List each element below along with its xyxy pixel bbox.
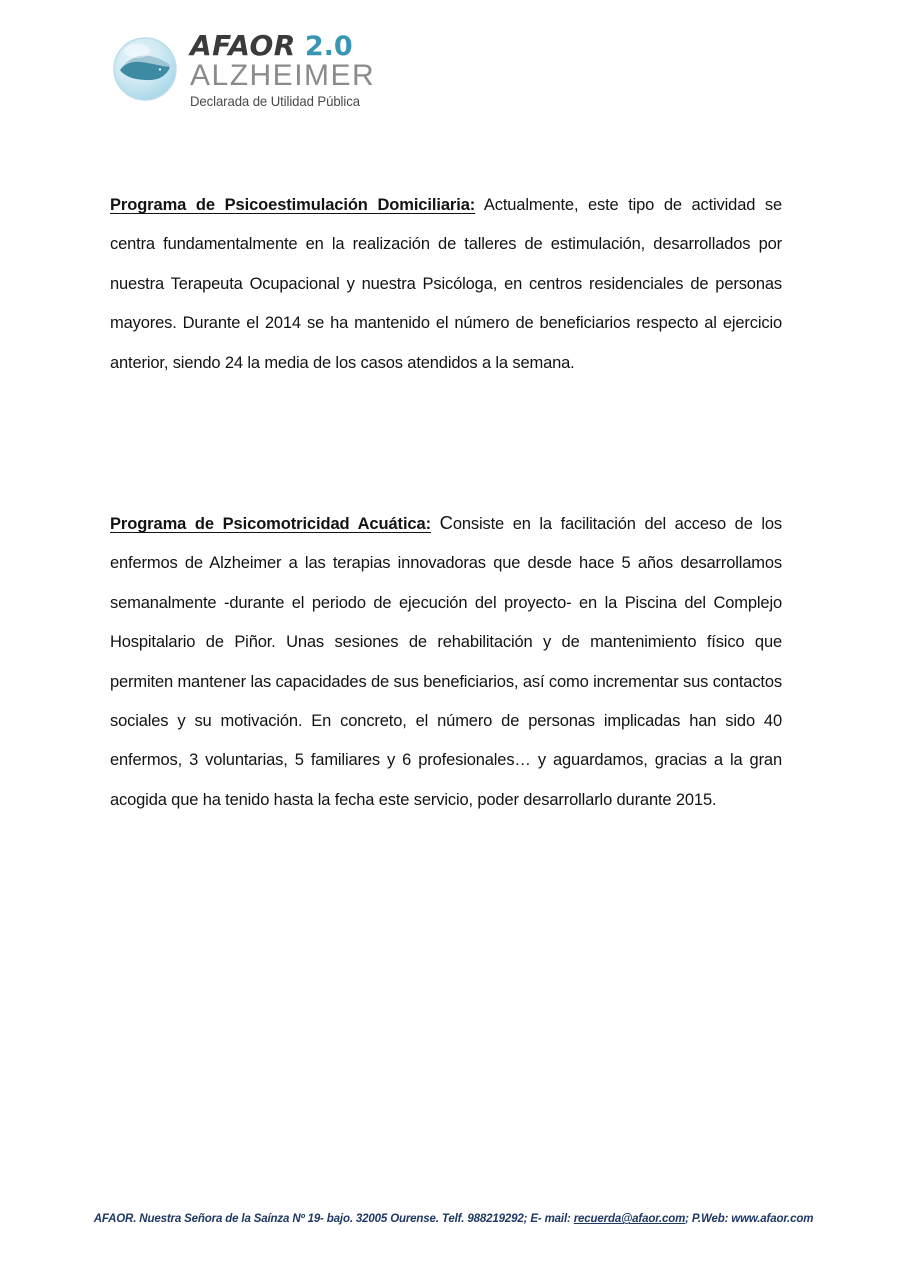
paragraph-heading-1: Programa de Psicoestimulación Domiciliaria:	[110, 196, 476, 214]
logo-tagline-text: Declarada de Utilidad Pública	[190, 92, 360, 109]
logo-subtitle-text: ALZHEIMER	[190, 59, 376, 92]
logo-wordmark	[190, 26, 375, 109]
paragraph-body-1: Actualmente, este tipo de actividad se centra fundamentalmente en la realización de talleres de estimulación, desarrollados por nuestra Terapeuta Ocupacional y nuestra Psicóloga, en centros residenciales de personas mayores. Durante el 2014 se ha mantenido el número de beneficiarios respecto al ejercicio anterior, siendo 24 la media de los casos atendidos a la semana.	[110, 196, 782, 372]
footer-contact-line	[94, 1213, 814, 1225]
document-footer	[0, 1209, 907, 1227]
document-body	[110, 186, 782, 820]
logo-brand-text: AFAOR	[190, 29, 296, 62]
footer-address-text: AFAOR. Nuestra Señora de la Saínza Nº 19- bajo. 32005 Ourense. Telf. 988219292; E- mail:	[93, 1213, 574, 1225]
footer-email-link[interactable]: recuerda@afaor.com	[573, 1213, 686, 1225]
paragraph-lead-char-2: C	[439, 512, 453, 534]
afaor-whale-circle-logo-icon	[110, 34, 180, 104]
footer-web-text: ; P.Web: www.afaor.com	[685, 1213, 814, 1225]
document-header	[110, 26, 375, 109]
paragraph-psicoestimulacion-domiciliaria	[110, 186, 782, 383]
logo-version-text: 2.0	[304, 31, 353, 62]
paragraph-psicomotricidad-acuatica	[110, 503, 782, 820]
paragraph-body-2: onsiste en la facilitación del acceso de los enfermos de Alzheimer a las terapias innovadoras que desde hace 5 años desarrollamos semanalmente -durante el periodo de ejecución del proyecto- en la Piscina del Complejo Hospitalario de Piñor. Unas sesiones de rehabilitación y de mantenimiento físico que permiten mantener las capacidades de sus beneficiarios, así como incrementar sus contactos sociales y su motivación. En concreto, el número de personas implicadas han sido 40 enfermos, 3 voluntarias, 5 familiares y 6 profesionales… y aguardamos, gracias a la gran acogida que ha tenido hasta la fecha este servicio, poder desarrollarlo durante 2015.	[110, 515, 783, 809]
paragraph-spacer-2	[431, 515, 440, 533]
paragraph-heading-2: Programa de Psicomotricidad Acuática:	[110, 515, 431, 534]
